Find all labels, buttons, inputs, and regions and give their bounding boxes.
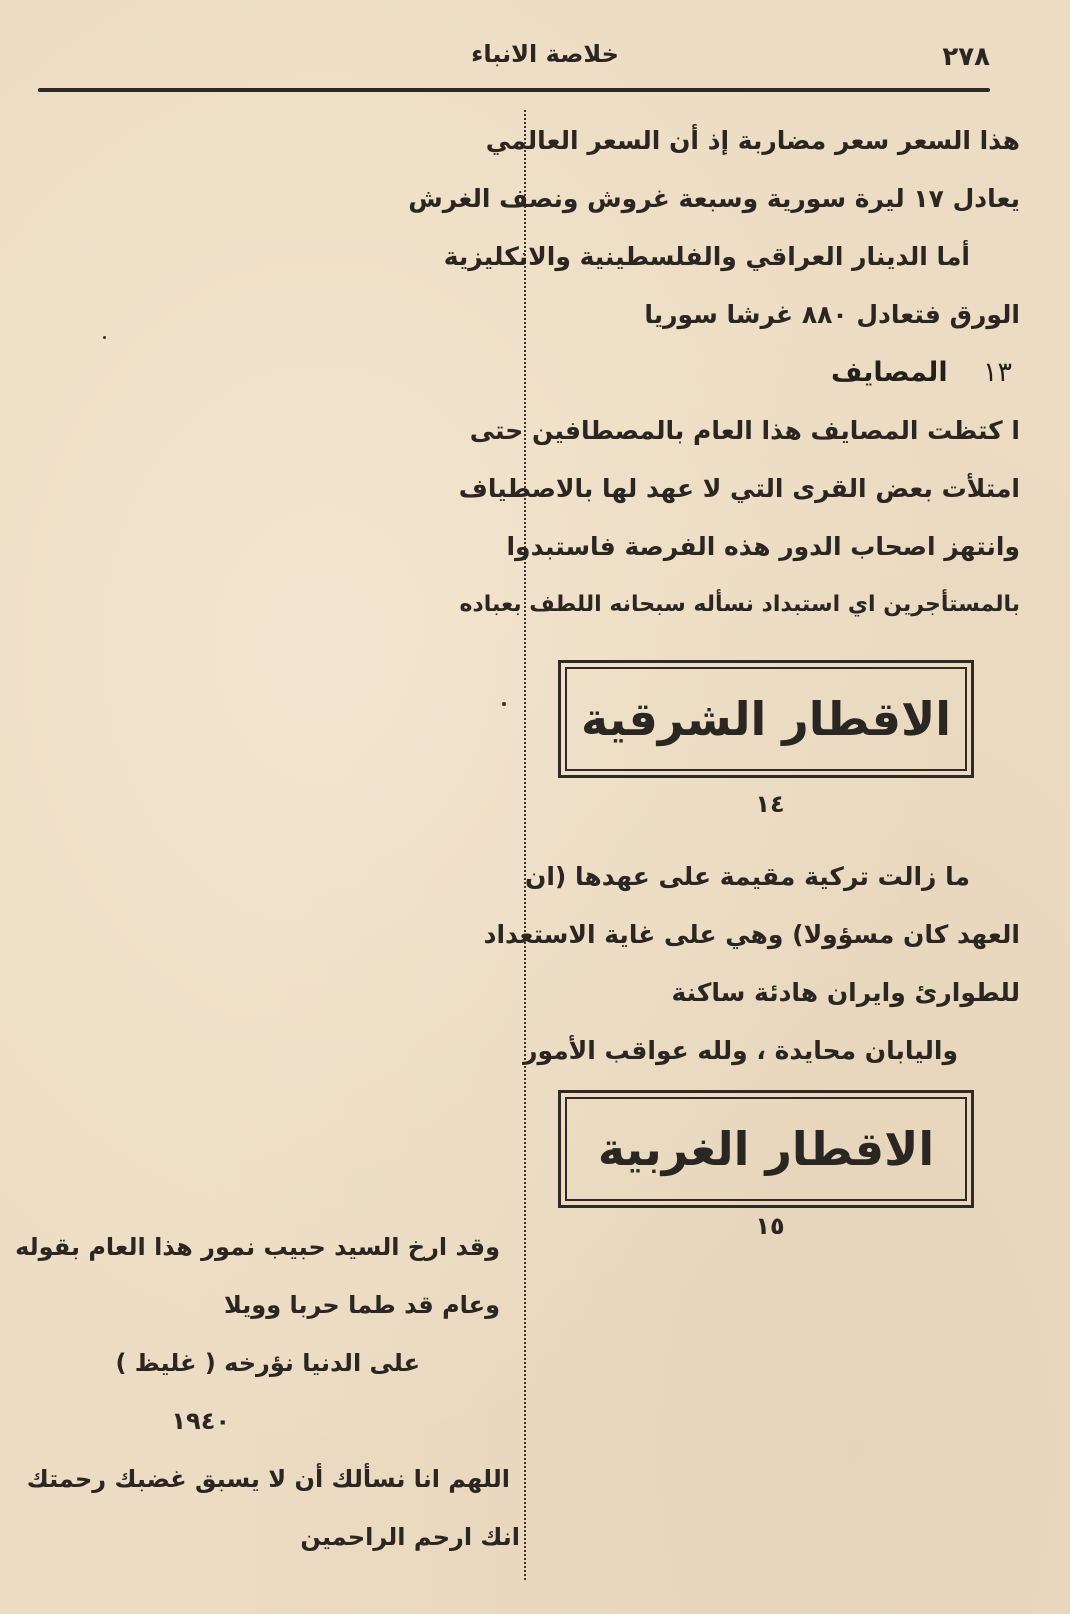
book-title: خلاصة الانباء [471, 40, 619, 68]
text-line: بالمستأجرين اي استبداد نسأله سبحانه اللطف بعباده [459, 592, 1020, 617]
date-year: ١٩٤٠ [171, 1407, 230, 1435]
section-title: المصايف [831, 357, 948, 388]
scan-speck [502, 702, 506, 706]
left-column [15, 1218, 520, 1566]
section-number-14: ١٤ [755, 790, 785, 818]
boxed-heading-west [558, 1090, 974, 1208]
text-line: انك ارحم الراحمين [300, 1523, 520, 1551]
running-header [0, 38, 1070, 78]
scan-speck [103, 336, 106, 339]
poem-verse: على الدنيا نؤرخه ( غليظ ) [115, 1349, 420, 1377]
text-line: وانتهز اصحاب الدور هذه الفرصة فاستبدوا [506, 532, 1020, 561]
text-line: أما الدينار العراقي والفلسطينية والانكليزية [443, 242, 970, 271]
boxed-heading-east [558, 660, 974, 778]
text-line: الورق فتعادل ٨٨٠ غرشا سوريا [644, 300, 1020, 329]
column-divider [524, 110, 526, 1580]
text-line: امتلأت بعض القرى التي لا عهد لها بالاصطياف [458, 474, 1020, 503]
text-line: ا كتظت المصايف هذا العام بالمصطافين حتى [469, 416, 1020, 445]
right-column [408, 112, 1020, 634]
boxed-heading-text: الاقطار الغربية [565, 1097, 967, 1201]
text-line: العهد كان مسؤولا) وهي على غاية الاستعداد [483, 920, 1020, 949]
header-rule [38, 88, 990, 92]
section-number: ١٣ [982, 357, 1012, 388]
poem-verse: وعام قد طما حربا وويلا [224, 1291, 500, 1319]
text-line: وقد ارخ السيد حبيب نمور هذا العام بقوله [15, 1233, 500, 1261]
text-line: اللهم انا نسألك أن لا يسبق غضبك رحمتك [26, 1465, 510, 1493]
section-number-15: ١٥ [755, 1212, 785, 1240]
text-line: هذا السعر سعر مضاربة إذ أن السعر العالمي [485, 126, 1020, 155]
text-line: يعادل ١٧ ليرة سورية وسبعة غروش ونصف الغرش [408, 184, 1020, 213]
text-line: للطوارئ وايران هادئة ساكنة [671, 978, 1020, 1007]
text-line: ما زالت تركية مقيمة على عهدها (ان [525, 862, 970, 891]
text-line: واليابان محايدة ، ولله عواقب الأمور [523, 1036, 958, 1065]
section-heading-13 [530, 344, 1020, 402]
page-number: ٢٧٨ [942, 42, 990, 72]
section-14 [483, 848, 1020, 1080]
boxed-heading-text: الاقطار الشرقية [565, 667, 967, 771]
